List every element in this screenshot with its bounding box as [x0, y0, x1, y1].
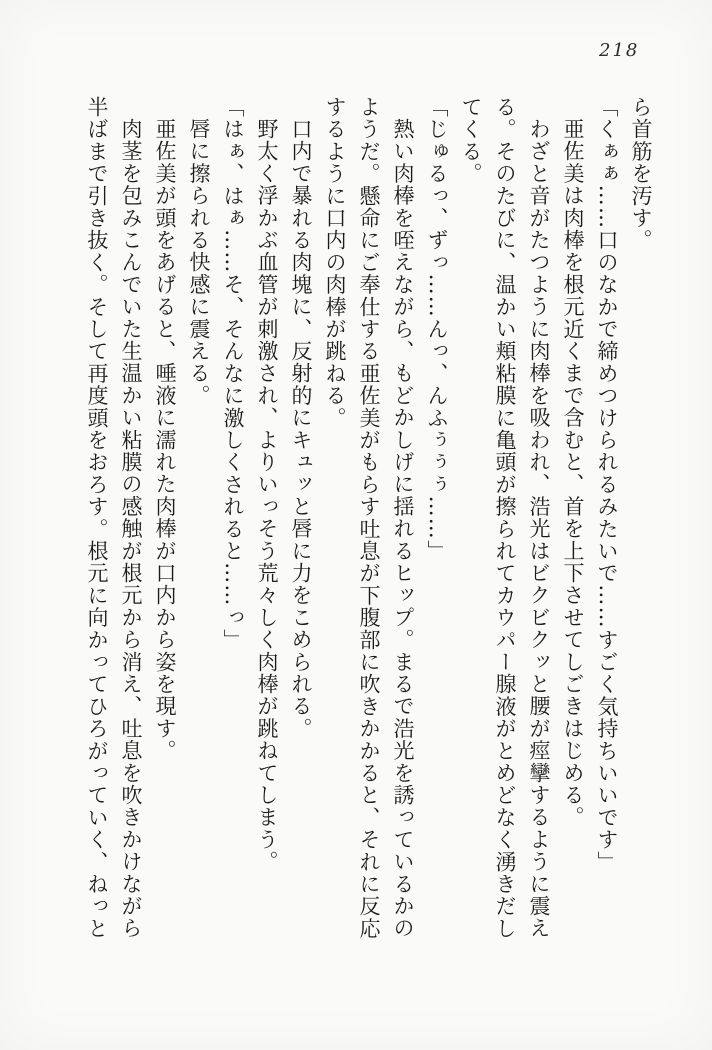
- paragraph: わざと音がたつように肉棒を吸われ、浩光はビクビクッと腰が痙攣するように震える。そのたびに、温かい頬粘膜に亀頭が擦られてカウパー腺液がとめどなく湧きだしてくる。: [459, 96, 551, 940]
- paragraph: 唇に擦られる快感に震える。: [187, 118, 211, 407]
- text-block: [80, 96, 658, 942]
- paragraph: ら首筋を汚す。: [629, 96, 653, 252]
- paragraph-dialogue: 「はぁ、はぁ……そ、そんなに激しくされると……っ」: [221, 96, 245, 651]
- paragraph: 野太く浮かぶ血管が刺激され、よりいっそう荒々しく肉棒が跳ねてしまう。: [255, 118, 279, 873]
- paragraph: 口内で暴れる肉塊に、反射的にキュッと唇に力をこめられる。: [289, 118, 313, 740]
- paragraph-dialogue: 「じゅるっ、ずっ……んっ、んふぅぅぅ……」: [425, 96, 449, 563]
- paragraph: 亜佐美は肉棒を根元近くまで含むと、首を上下させてしごきはじめる。: [561, 118, 585, 829]
- paragraph: 熱い肉棒を咥えながら、もどかしげに揺れるヒップ。まるで浩光を誘っているかのようだ。懸命にご奉仕する亜佐美がもらす吐息が下腹部に吹きかかると、それに反応するように口内の肉棒が跳ねる。: [323, 96, 415, 940]
- page-number: 218: [599, 40, 640, 61]
- paragraph-dialogue: 「くぁぁ……口のなかで締めつけられるみたいで……すごく気持ちいいです」: [595, 96, 619, 873]
- paragraph: 亜佐美が頭をあげると、唾液に濡れた肉棒が口内から姿を現す。: [153, 118, 177, 762]
- paragraph: 肉茎を包みこんでいた生温かい粘膜の感触が根元から消え、吐息を吹きかけながら半ばまで引き抜く。そして再度頭をおろす。根元に向かってひろがっていく、ねっと: [85, 96, 143, 940]
